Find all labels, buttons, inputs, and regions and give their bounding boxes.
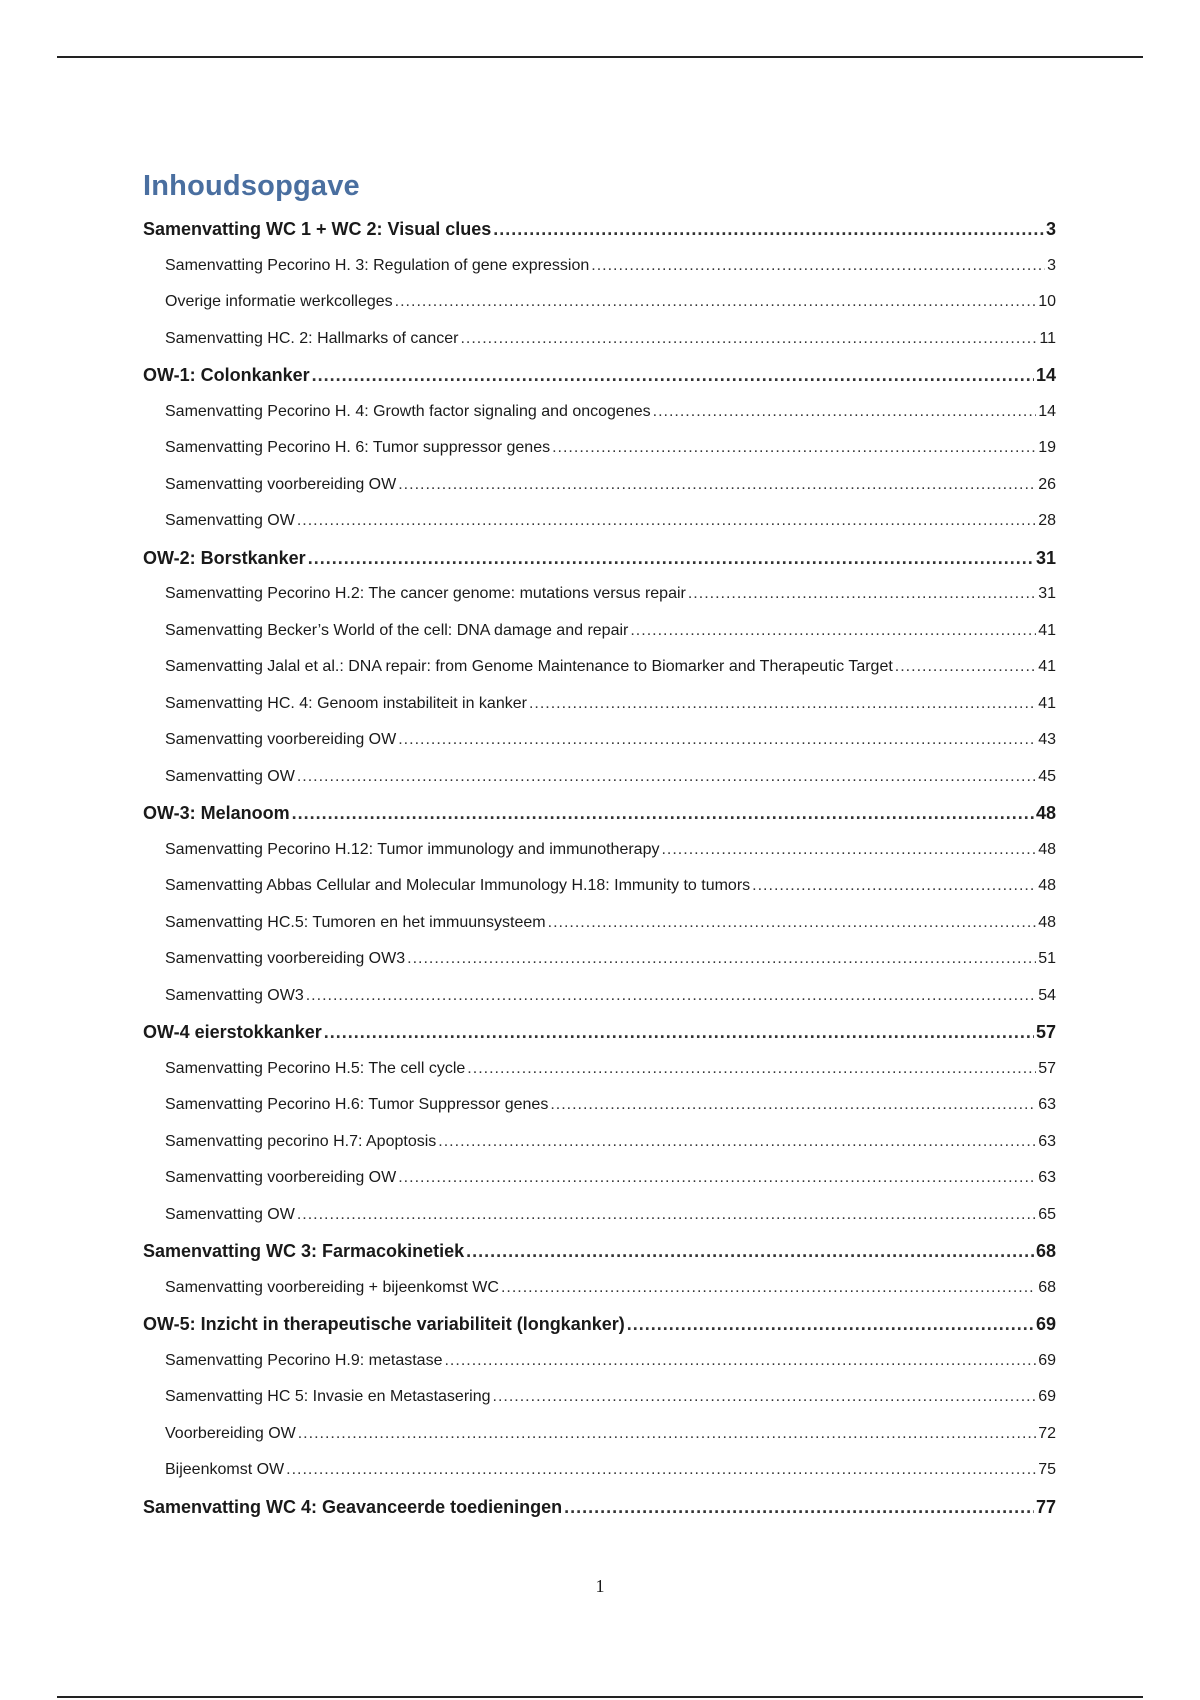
toc-entry-label: Samenvatting Pecorino H. 6: Tumor suppressor genes (165, 439, 551, 456)
toc-list (143, 211, 1056, 1525)
toc-subsection-entry[interactable] (143, 832, 1056, 869)
toc-dot-leader (297, 503, 1036, 540)
toc-subsection-entry[interactable] (143, 1051, 1056, 1088)
toc-dot-leader (407, 941, 1036, 978)
toc-entry-label: Samenvatting Pecorino H.5: The cell cycle (165, 1059, 466, 1077)
toc-section-entry[interactable] (143, 540, 1056, 577)
toc-subsection-entry[interactable] (143, 1124, 1056, 1161)
toc-subsection-entry[interactable] (143, 1416, 1056, 1453)
toc-dot-leader (529, 686, 1036, 723)
toc-entry-page: 69 (1038, 1388, 1056, 1405)
toc-dot-leader (627, 1306, 1034, 1343)
toc-dot-leader (398, 467, 1036, 504)
toc-entry-label: Samenvatting HC 5: Invasie en Metastasering (165, 1388, 491, 1405)
toc-entry-page: 10 (1038, 293, 1056, 310)
toc-entry-page: 26 (1038, 475, 1056, 493)
toc-dot-leader (493, 1379, 1037, 1416)
toc-subsection-entry[interactable] (143, 1197, 1056, 1234)
toc-entry-label: OW-1: Colonkanker (143, 365, 310, 385)
toc-entry-page: 43 (1038, 731, 1056, 748)
toc-subsection-entry[interactable] (143, 759, 1056, 796)
footer-rule (57, 1696, 1143, 1698)
toc-section-entry[interactable] (143, 1233, 1056, 1270)
toc-entry-label: Samenvatting OW (165, 1205, 295, 1223)
toc-entry-label: Samenvatting Pecorino H.12: Tumor immunology and immunotherapy (165, 840, 660, 858)
toc-subsection-entry[interactable] (143, 1087, 1056, 1124)
toc-section-entry[interactable] (143, 1014, 1056, 1051)
toc-entry-label: Samenvatting OW (165, 512, 295, 529)
toc-entry-label: Samenvatting Pecorino H.2: The cancer genome: mutations versus repair (165, 585, 686, 602)
toc-dot-leader (444, 1343, 1036, 1380)
toc-subsection-entry[interactable] (143, 1160, 1056, 1197)
toc-entry-page: 63 (1038, 1096, 1056, 1113)
toc-dot-leader (550, 1087, 1036, 1124)
toc-subsection-entry[interactable] (143, 1379, 1056, 1416)
toc-entry-label: Samenvatting voorbereiding OW (165, 1169, 397, 1186)
toc-entry-page: 28 (1038, 512, 1056, 529)
toc-entry-page: 48 (1038, 877, 1056, 894)
toc-entry-page: 69 (1038, 1351, 1056, 1369)
toc-entry-page: 65 (1038, 1205, 1056, 1223)
toc-dot-leader (591, 248, 1045, 285)
toc-subsection-entry[interactable] (143, 503, 1056, 540)
toc-dot-leader (395, 284, 1037, 321)
toc-entry-page: 19 (1038, 439, 1056, 456)
toc-entry-label: Bijeenkomst OW (165, 1461, 285, 1478)
toc-entry-label: OW-5: Inzicht in therapeutische variabiliteit (longkanker) (143, 1314, 625, 1334)
toc-entry-label: Samenvatting WC 1 + WC 2: Visual clues (143, 219, 492, 239)
toc-subsection-entry[interactable] (143, 978, 1056, 1015)
toc-dot-leader (548, 905, 1037, 942)
toc-subsection-entry[interactable] (143, 613, 1056, 650)
toc-entry-page: 68 (1035, 1241, 1056, 1261)
toc-entry-page: 63 (1038, 1169, 1056, 1186)
toc-entry-label: Samenvatting HC.5: Tumoren en het immuunsysteem (165, 913, 546, 931)
toc-entry-page: 57 (1038, 1059, 1056, 1077)
toc-entry-page: 48 (1038, 913, 1056, 931)
toc-entry-label: Samenvatting Pecorino H.6: Tumor Suppressor genes (165, 1096, 549, 1113)
toc-dot-leader (653, 394, 1037, 431)
toc-dot-leader (552, 430, 1036, 467)
toc-subsection-entry[interactable] (143, 394, 1056, 431)
toc-dot-leader (501, 1270, 1036, 1307)
toc-subsection-entry[interactable] (143, 1270, 1056, 1307)
toc-title: Inhoudsopgave (143, 170, 360, 202)
toc-section-entry[interactable] (143, 357, 1056, 394)
toc-dot-leader (630, 613, 1036, 650)
toc-dot-leader (298, 1416, 1036, 1453)
toc-entry-page: 3 (1047, 256, 1056, 274)
toc-subsection-entry[interactable] (143, 868, 1056, 905)
toc-entry-page: 48 (1035, 803, 1056, 823)
toc-subsection-entry[interactable] (143, 284, 1056, 321)
toc-dot-leader (688, 576, 1036, 613)
toc-entry-label: Samenvatting voorbereiding OW3 (165, 950, 406, 967)
toc-entry-page: 48 (1038, 840, 1056, 858)
toc-subsection-entry[interactable] (143, 248, 1056, 285)
toc-entry-label: Samenvatting pecorino H.7: Apoptosis (165, 1132, 437, 1150)
toc-entry-page: 54 (1038, 986, 1056, 1004)
toc-dot-leader (292, 795, 1034, 832)
toc-subsection-entry[interactable] (143, 430, 1056, 467)
toc-entry-label: OW-3: Melanoom (143, 803, 290, 823)
toc-entry-label: OW-4 eierstokkanker (143, 1022, 322, 1042)
table-of-contents (143, 166, 1056, 1525)
toc-entry-label: Samenvatting HC. 4: Genoom instabiliteit in kanker (165, 694, 527, 712)
toc-dot-leader (493, 211, 1044, 248)
toc-entry-page: 14 (1035, 365, 1056, 385)
toc-subsection-entry[interactable] (143, 686, 1056, 723)
toc-entry-page: 45 (1038, 767, 1056, 785)
toc-entry-page: 41 (1038, 658, 1056, 675)
toc-dot-leader (297, 1197, 1036, 1234)
toc-subsection-entry[interactable] (143, 467, 1056, 504)
toc-entry-page: 72 (1038, 1424, 1056, 1442)
toc-entry-page: 14 (1038, 402, 1056, 420)
toc-subsection-entry[interactable] (143, 722, 1056, 759)
toc-entry-page: 31 (1038, 585, 1056, 602)
toc-entry-page: 63 (1038, 1132, 1056, 1150)
toc-dot-leader (466, 1233, 1034, 1270)
toc-dot-leader (460, 321, 1037, 358)
page-number: 1 (595, 1576, 605, 1596)
header-rule (57, 56, 1143, 58)
toc-subsection-entry[interactable] (143, 576, 1056, 613)
toc-entry-page: 75 (1038, 1461, 1056, 1478)
toc-entry-label: Samenvatting voorbereiding OW (165, 475, 397, 493)
toc-entry-label: Samenvatting Pecorino H.9: metastase (165, 1351, 443, 1369)
toc-entry-label: Overige informatie werkcolleges (165, 293, 393, 310)
toc-entry-label: Samenvatting OW3 (165, 986, 304, 1004)
toc-section-entry[interactable] (143, 1306, 1056, 1343)
toc-dot-leader (895, 649, 1036, 686)
toc-entry-label: OW-2: Borstkanker (143, 547, 306, 568)
toc-section-entry[interactable] (143, 211, 1056, 248)
toc-dot-leader (564, 1489, 1034, 1526)
toc-dot-leader (661, 832, 1036, 869)
toc-dot-leader (306, 978, 1036, 1015)
toc-entry-page: 69 (1035, 1314, 1056, 1334)
toc-subsection-entry[interactable] (143, 1343, 1056, 1380)
toc-entry-page: 77 (1035, 1496, 1056, 1517)
toc-subsection-entry[interactable] (143, 649, 1056, 686)
toc-dot-leader (308, 540, 1034, 577)
toc-entry-label: Voorbereiding OW (165, 1424, 296, 1442)
toc-entry-label: Samenvatting Becker’s World of the cell: DNA damage and repair (165, 621, 629, 639)
toc-subsection-entry[interactable] (143, 905, 1056, 942)
toc-entry-label: Samenvatting Abbas Cellular and Molecular Immunology H.18: Immunity to tumors (165, 877, 751, 894)
toc-dot-leader (324, 1014, 1034, 1051)
toc-entry-page: 3 (1045, 219, 1056, 239)
toc-entry-label: Samenvatting Pecorino H. 3: Regulation of gene expression (165, 256, 590, 274)
toc-dot-leader (398, 1160, 1036, 1197)
toc-entry-page: 31 (1035, 547, 1056, 568)
toc-dot-leader (297, 759, 1036, 796)
toc-entry-page: 11 (1039, 329, 1056, 347)
toc-entry-page: 57 (1035, 1022, 1056, 1042)
toc-entry-page: 41 (1038, 694, 1056, 712)
toc-dot-leader (286, 1452, 1036, 1489)
toc-subsection-entry[interactable] (143, 321, 1056, 358)
toc-entry-label: Samenvatting WC 4: Geavanceerde toedieningen (143, 1496, 563, 1517)
toc-entry-label: Samenvatting HC. 2: Hallmarks of cancer (165, 329, 459, 347)
toc-subsection-entry[interactable] (143, 1452, 1056, 1489)
toc-section-entry[interactable] (143, 1489, 1056, 1526)
toc-entry-page: 68 (1038, 1278, 1056, 1296)
toc-entry-label: Samenvatting OW (165, 767, 295, 785)
toc-section-entry[interactable] (143, 795, 1056, 832)
toc-dot-leader (312, 357, 1034, 394)
toc-entry-page: 41 (1038, 621, 1056, 639)
toc-dot-leader (438, 1124, 1036, 1161)
toc-dot-leader (398, 722, 1036, 759)
toc-entry-label: Samenvatting voorbereiding OW (165, 731, 397, 748)
toc-entry-label: Samenvatting Jalal et al.: DNA repair: from Genome Maintenance to Biomarker and Therapeutic Target (165, 658, 893, 675)
toc-dot-leader (467, 1051, 1036, 1088)
toc-entry-page: 51 (1038, 950, 1056, 967)
toc-entry-label: Samenvatting Pecorino H. 4: Growth factor signaling and oncogenes (165, 402, 651, 420)
toc-dot-leader (752, 868, 1036, 905)
toc-entry-label: Samenvatting voorbereiding + bijeenkomst WC (165, 1278, 499, 1296)
toc-entry-label: Samenvatting WC 3: Farmacokinetiek (143, 1241, 465, 1261)
toc-subsection-entry[interactable] (143, 941, 1056, 978)
